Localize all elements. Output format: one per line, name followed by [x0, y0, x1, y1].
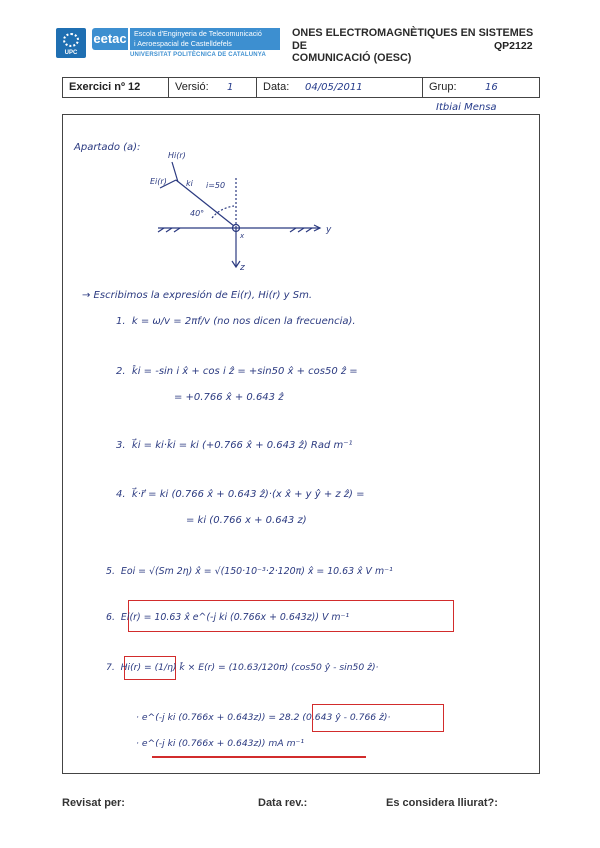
h-vector-line [172, 162, 178, 182]
step-text: · e^(-j ki (0.766x + 0.643z)) = 28.2 (0.643 ŷ - 0.766 ẑ)· [136, 712, 391, 723]
step-text: Eoi = √(Sm 2η) x̂ = √(150·10⁻³·2·120π) x̂ = 10.63 x̂ V m⁻¹ [120, 566, 393, 577]
review-date-label: Data rev.: [258, 797, 308, 809]
step-text: · e^(-j ki (0.766x + 0.643z)) mA m⁻¹ [136, 738, 305, 749]
step-text: k⃗i = ki·k̂i = ki (+0.766 x̂ + 0.643 ẑ) Rad m⁻¹ [131, 440, 353, 451]
label-angle-40: 40° [190, 209, 205, 218]
upc-logo-text: UPC [64, 50, 78, 56]
school-name [130, 28, 280, 50]
step-number: 1. [116, 316, 126, 327]
exercise-number: Exercici nº 12 [63, 78, 169, 97]
step-text: k̂i = -sin i x̂ + cos i ẑ = +sin50 x̂ + cos50 ẑ = [131, 366, 358, 377]
label-k: ki [186, 179, 193, 188]
version-value: 1 [227, 82, 234, 93]
step-text: = ki (0.766 x + 0.643 z) [186, 515, 307, 526]
date-label: Data: [263, 81, 290, 93]
step-5 [106, 566, 393, 577]
step-4 [116, 489, 365, 500]
step-text: = +0.766 x̂ + 0.643 ẑ [174, 392, 284, 403]
group-cell [423, 78, 539, 97]
course-code: QP2122 [494, 40, 533, 52]
exercise-info-table [62, 77, 540, 98]
university-name: UNIVERSITAT POLITÈCNICA DE CATALUNYA [130, 52, 266, 58]
step-text: k⃗·r⃗ = ki (0.766 x̂ + 0.643 ẑ)·(x x̂ + y ŷ + z ẑ) = [131, 489, 365, 500]
step-number: 3. [116, 440, 126, 451]
step-number: 2. [116, 366, 126, 377]
label-h: Hi(r) [168, 151, 186, 160]
course-title-line1: ONES ELECTROMAGNÈTIQUES EN SISTEMES DE [292, 27, 534, 52]
result-underline [152, 756, 366, 758]
step-number: 7. [106, 662, 115, 673]
step-number: 4. [116, 489, 126, 500]
incidence-diagram [150, 148, 350, 272]
date-value: 04/05/2011 [305, 82, 363, 93]
step-6 [106, 612, 349, 623]
school-name-line2: i Aeroespacial de Castelldefels [134, 39, 232, 48]
step-text: Ei(r) = 10.63 x̂ e^(-j ki (0.766x + 0.643z)) V m⁻¹ [120, 612, 350, 623]
step-text: Hi(r) = (1/η) k̂ × E(r) = (10.63/120π) (cos50 ŷ - sin50 ẑ)· [120, 662, 379, 673]
step-1 [116, 316, 356, 327]
school-name-line1: Escola d'Enginyeria de Telecomunicació [134, 29, 262, 38]
step-number: 5. [106, 566, 115, 577]
section-heading: Apartado (a): [74, 142, 141, 153]
label-angle-i: i=50 [206, 181, 226, 190]
step-7 [106, 662, 378, 673]
step-2 [116, 366, 358, 377]
step-3 [116, 440, 353, 451]
version-cell [169, 78, 257, 97]
step-2-cont [174, 392, 283, 403]
group-label: Grup: [429, 81, 457, 93]
reviewed-by-label: Revisat per: [62, 797, 125, 809]
label-z-axis: z [240, 263, 245, 272]
k-vector-line [176, 180, 234, 226]
course-title-line2: COMUNICACIÓ (OESC) [292, 52, 412, 64]
upc-logo [56, 28, 86, 58]
label-y-axis: y [326, 225, 332, 235]
step-4-cont [186, 515, 307, 526]
submitted-label: Es considera lliurat?: [386, 797, 498, 809]
student-name: Itbiai Mensa [436, 102, 497, 113]
intro-line: → Escribimos la expresión de Ei(r), Hi(r) y Sm. [82, 290, 313, 301]
step-text: k = ω/v = 2πf/v (no nos dicen la frecuencia). [131, 316, 356, 327]
eetac-logo: eetac [92, 28, 128, 50]
upc-logo-dots-icon [63, 33, 79, 47]
label-e: Ei(r) [150, 177, 167, 186]
label-x-axis: x [240, 232, 245, 240]
version-label: Versió: [175, 81, 209, 93]
date-cell [257, 78, 423, 97]
step-7-cont2 [136, 738, 304, 749]
result-box-h [312, 704, 444, 732]
group-value: 16 [485, 82, 498, 93]
step-number: 6. [106, 612, 115, 623]
angle-arc [212, 206, 234, 218]
